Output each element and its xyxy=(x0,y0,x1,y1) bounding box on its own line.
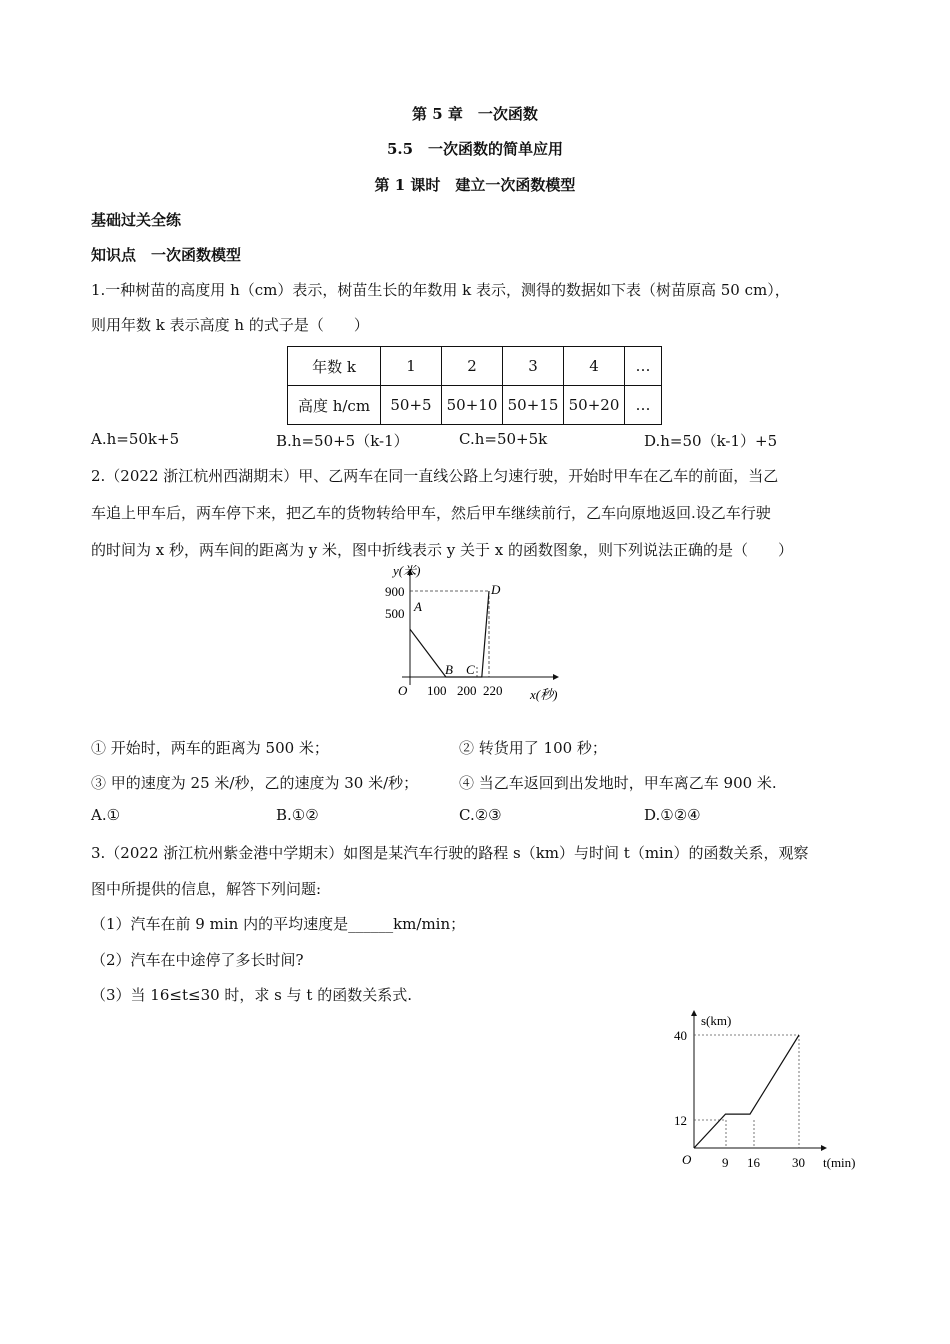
q3-part-1: （1）汽车在前 9 min 内的平均速度是______km/min； xyxy=(91,915,466,933)
x-tick-label: 9 xyxy=(722,1155,729,1170)
q1-stem-line1: 1.一种树苗的高度用 h（cm）表示，树苗生长的年数用 k 表示，测得的数据如下表（树苗原高 50 cm）， xyxy=(91,281,790,299)
x-axis-label: t(min) xyxy=(823,1155,856,1170)
q2-statement-4: ④ 当乙车返回到出发地时，甲车离乙车 900 米. xyxy=(459,774,777,792)
q3-graph xyxy=(668,1005,868,1175)
section-title: 5.5 一次函数的简单应用 xyxy=(386,140,564,158)
table-cell: 3 xyxy=(503,347,564,386)
q2-option-c[interactable]: C.②③ xyxy=(459,806,502,824)
q2-stem-line3: 的时间为 x 秒，两车间的距离为 y 米，图中折线表示 y 关于 x 的函数图象，则下列说法正确的是（ ） xyxy=(91,541,794,559)
chapter-title: 第 5 章 一次函数 xyxy=(412,105,538,123)
series-line xyxy=(694,1035,799,1148)
table-cell: 50+10 xyxy=(442,386,503,425)
point-label-d: D xyxy=(491,582,501,597)
q1-option-a[interactable]: A.h=50k+5 xyxy=(91,430,180,448)
table-cell: 50+15 xyxy=(503,386,564,425)
lesson-title: 第 1 课时 建立一次函数模型 xyxy=(374,176,576,194)
table-cell: 1 xyxy=(381,347,442,386)
y-axis-label: s(km) xyxy=(701,1013,732,1028)
table-cell: … xyxy=(625,386,662,425)
q3-stem-line1: 3.（2022 浙江杭州紫金港中学期末）如图是某汽车行驶的路程 s（km）与时间 t（min）的函数关系，观察 xyxy=(91,844,809,862)
table-row xyxy=(288,347,662,386)
q2-statement-1: ① 开始时，两车的距离为 500 米； xyxy=(91,739,329,757)
knowledge-point: 知识点 一次函数模型 xyxy=(91,246,242,264)
q2-graph xyxy=(380,565,570,710)
q2-option-d[interactable]: D.①②④ xyxy=(644,806,701,824)
q3-stem-line2: 图中所提供的信息，解答下列问题: xyxy=(91,880,322,898)
point-label-c: C xyxy=(466,662,475,677)
x-tick-label: 100 xyxy=(427,683,447,698)
q1-option-c[interactable]: C.h=50+5k xyxy=(459,430,548,448)
table-cell: 2 xyxy=(442,347,503,386)
y-axis-label: y(米) xyxy=(393,565,421,578)
x-tick-label: 220 xyxy=(483,683,503,698)
q2-option-b[interactable]: B.①② xyxy=(276,806,319,824)
table-cell: 50+20 xyxy=(564,386,625,425)
q2-stem-line2: 车追上甲车后，两车停下来，把乙车的货物转给甲车，然后甲车继续前行，乙车向原地返回.设乙车行驶 xyxy=(91,504,771,522)
origin-label: O xyxy=(398,683,408,698)
x-tick-label: 30 xyxy=(792,1155,805,1170)
y-tick-label: 12 xyxy=(674,1113,687,1128)
table-cell: 高度 h/cm xyxy=(288,386,381,425)
y-tick-label: 40 xyxy=(674,1028,687,1043)
q2-option-a[interactable]: A.① xyxy=(91,806,121,824)
table-cell: 年数 k xyxy=(288,347,381,386)
point-label-b: B xyxy=(445,662,453,677)
table-cell: … xyxy=(625,347,662,386)
q3-part-3: （3）当 16≤t≤30 时，求 s 与 t 的函数关系式. xyxy=(91,986,412,1004)
origin-label: O xyxy=(682,1152,692,1167)
y-tick-label: 500 xyxy=(385,606,405,621)
q2-statement-3: ③ 甲的速度为 25 米/秒，乙的速度为 30 米/秒； xyxy=(91,774,419,792)
x-axis-label: x(秒) xyxy=(530,687,558,702)
q3-part-2: （2）汽车在中途停了多长时间? xyxy=(91,951,304,969)
x-tick-label: 16 xyxy=(747,1155,760,1170)
q1-stem-line2: 则用年数 k 表示高度 h 的式子是（ ） xyxy=(91,316,369,334)
point-label-a: A xyxy=(414,599,422,614)
q2-stem-line1: 2.（2022 浙江杭州西湖期末）甲、乙两车在同一直线公路上匀速行驶，开始时甲车在乙车的前面，当乙 xyxy=(91,467,779,485)
table-cell: 50+5 xyxy=(381,386,442,425)
y-tick-label: 900 xyxy=(385,584,405,599)
q2-statement-2: ② 转货用了 100 秒； xyxy=(459,739,607,757)
q1-option-d[interactable]: D.h=50（k-1）+5 xyxy=(644,432,778,450)
q1-data-table xyxy=(287,346,662,425)
table-cell: 4 xyxy=(564,347,625,386)
x-tick-label: 200 xyxy=(457,683,477,698)
practice-title: 基础过关全练 xyxy=(91,211,182,229)
q1-option-b[interactable]: B.h=50+5（k-1） xyxy=(276,432,409,450)
table-row xyxy=(288,386,662,425)
